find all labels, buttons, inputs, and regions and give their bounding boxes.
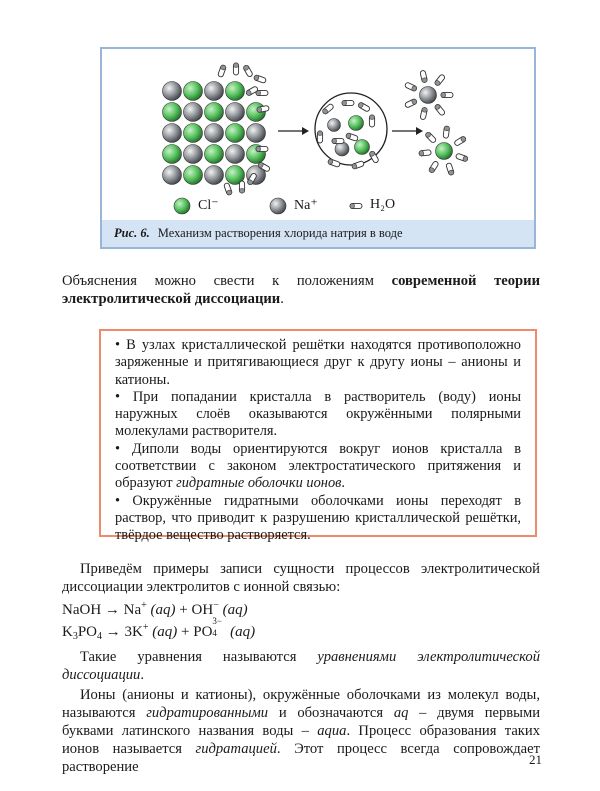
equations-paragraph: Такие уравнения называются уравнениями электролитической диссоциации. <box>62 649 541 683</box>
hydration-paragraph: Ионы (анионы и катионы), окружённые оболочками из молекул воды, называются гидратированными и обозначаются aq – двумя первыми буквами латинского названия воды – aqua. Процесс образования таких ионов называется гидратацией. Этот процесс всегда сопровождает растворение <box>62 687 541 775</box>
figure-caption <box>102 220 534 247</box>
water-molecule <box>443 126 450 139</box>
legend-cl: Cl⁻ <box>198 198 219 213</box>
intro-bold: современной теории электролитической диссоциации <box>62 273 540 307</box>
theory-item-1: • В узлах кристаллической решётки находятся противоположно заряженные и притягивающиеся друг к другу ионы – анионы и катионы. <box>115 337 521 388</box>
chloride-ion <box>349 116 364 131</box>
water-molecule <box>256 146 268 151</box>
sodium-ion <box>205 124 224 143</box>
chloride-ion <box>205 145 224 164</box>
hydrated-sodium-ion <box>420 87 437 104</box>
sodium-ion <box>247 124 266 143</box>
water-molecule <box>224 182 233 195</box>
water-molecule <box>342 100 354 105</box>
chloride-ion <box>163 145 182 164</box>
sodium-ion <box>226 145 245 164</box>
water-molecule <box>243 65 254 78</box>
sodium-ion <box>163 124 182 143</box>
chloride-ion <box>163 103 182 122</box>
theory-item-2: • При попадании кристалла в растворитель (воду) ионы наружных слоёв оказываются окружёнными полярными молекулами растворителя. <box>115 388 521 440</box>
water-molecule <box>233 63 238 75</box>
water-molecule <box>369 115 374 127</box>
legend <box>102 197 534 217</box>
formula-k3po4: $K_3PO_4 \to 3K^+$ (aq) + PO 3− 4 (aq) <box>62 616 256 642</box>
chloride-ion <box>226 124 245 143</box>
hydrated-chloride-ion <box>436 143 453 160</box>
theory-item-3: • Диполи воды ориентируются вокруг ионов кристалла в соответствии с законом электростатического притяжения и образуют гидратные оболочки ионов. <box>115 440 521 492</box>
water-molecule <box>441 92 453 97</box>
water-molecule <box>428 161 439 174</box>
water-molecule <box>358 102 371 113</box>
water-molecule <box>345 133 358 142</box>
water-molecule <box>404 82 417 92</box>
theory-item-4: • Окружённые гидратными оболочками ионы переходят в раствор, что приводит к разрушению кристаллической решётки, твёрдое вещество растворяется. <box>115 492 521 544</box>
water-molecule <box>218 64 227 77</box>
sodium-ion <box>163 166 182 185</box>
caption-label: Рис. 6. <box>114 226 150 240</box>
page-number: 21 <box>529 752 542 767</box>
sodium-ion <box>328 119 341 132</box>
chloride-ion <box>184 82 203 101</box>
water-molecule <box>327 159 340 168</box>
water-molecule <box>256 90 268 95</box>
sodium-ion <box>205 82 224 101</box>
water-molecule <box>253 75 266 84</box>
sodium-ion <box>226 103 245 122</box>
water-molecule <box>454 136 467 147</box>
figure-box <box>100 47 536 249</box>
intro-paragraph: Объяснения можно свести к положениям современной теории электролитической диссоциации. <box>62 273 540 307</box>
water-molecule <box>434 74 446 87</box>
sodium-ion <box>335 142 349 156</box>
water-molecule <box>434 104 446 117</box>
water-molecule <box>404 98 417 108</box>
theory-box <box>99 329 537 544</box>
water-molecule <box>332 138 344 143</box>
water-molecule <box>420 107 428 120</box>
chloride-ion <box>226 82 245 101</box>
water-molecule <box>420 70 428 83</box>
water-molecule <box>425 131 437 143</box>
water-molecule <box>351 161 364 170</box>
water-molecule <box>419 150 431 156</box>
sodium-ion <box>163 82 182 101</box>
chloride-ion <box>184 166 203 185</box>
dissolution-diagram <box>102 49 534 219</box>
chloride-ion <box>184 124 203 143</box>
formula-naoh: NaOH → Na+ (aq) + OH− (aq) <box>62 600 248 618</box>
legend-h2o: H₂O <box>370 197 396 212</box>
chloride-ion <box>355 140 370 155</box>
sodium-ion <box>205 166 224 185</box>
water-molecule <box>446 162 455 175</box>
water-molecule <box>455 153 468 162</box>
sodium-ion <box>184 145 203 164</box>
water-molecule <box>239 181 244 193</box>
legend-na: Na⁺ <box>294 198 318 213</box>
water-molecule <box>317 131 322 143</box>
examples-paragraph: Приведём примеры записи сущности процессов электролитической диссоциации электролитов с ионной связью: <box>62 561 540 595</box>
chloride-ion <box>205 103 224 122</box>
sodium-ion <box>184 103 203 122</box>
caption-text: Механизм растворения хлорида натрия в воде <box>157 226 403 240</box>
